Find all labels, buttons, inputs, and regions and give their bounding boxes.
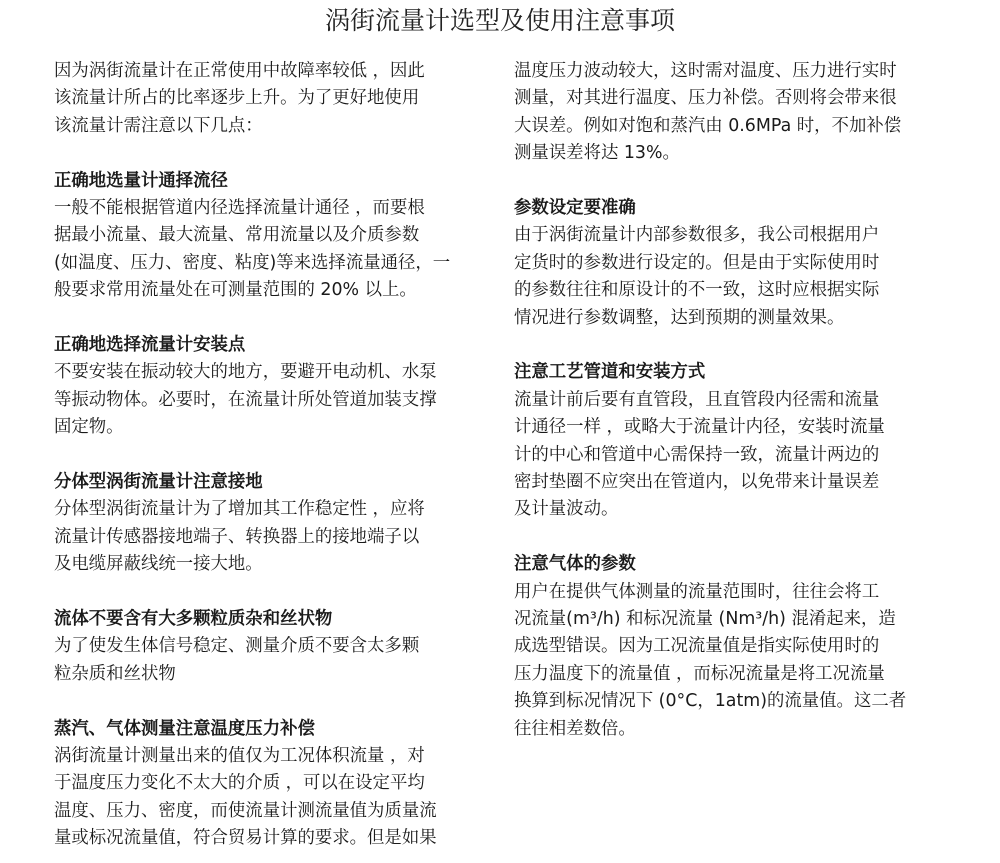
section-gap [54, 688, 484, 715]
section-gap [54, 442, 484, 469]
section [54, 332, 484, 442]
section [514, 359, 944, 523]
paragraph-line: 量或标况流量值，符合贸易计算的要求。但是如果 [54, 828, 437, 849]
paragraph-line: 于温度压力变化不太大的介质 ，可以在设定平均 [54, 773, 425, 794]
paragraph-line: 用户在提供气体测量的流量范围时，往往会将工 [514, 581, 880, 602]
paragraph-line: 情况进行参数调整，达到预期的测量效果。 [514, 307, 845, 328]
paragraph-line: 一般不能根据管道内径选择流量计通径 ，而要根 [54, 198, 425, 219]
page-title: 涡街流量计选型及使用注意事项 [324, 6, 675, 35]
paragraph-line: 测量误差将达 13%。 [514, 143, 680, 164]
paragraph-line: (如温度、压力、密度、粘度)等来选择流量通径，一 [54, 252, 451, 273]
paragraph-line: 往往相差数倍。 [514, 718, 636, 739]
section-heading: 注意气体的参数 [514, 554, 636, 575]
section-gap [54, 140, 484, 167]
paragraph-line: 由于涡街流量计内部参数很多，我公司根据用户 [514, 225, 880, 246]
paragraph-line: 为了使发生体信号稳定、测量介质不要含太多颗 [54, 636, 420, 657]
paragraph-line: 等振动物体。必要时，在流量计所处管道加装支撑 [54, 389, 437, 410]
paragraph-line: 据最小流量、最大流量、常用流量以及介质参数 [54, 225, 420, 246]
paragraph-line: 因为涡街流量计在正常使用中故障率较低 ，因此 [54, 61, 425, 81]
paragraph-line: 大误差。例如对饱和蒸汽由 0.6MPa 时，不加补偿 [514, 115, 902, 136]
section-heading: 注意工艺管道和安装方式 [514, 362, 706, 383]
section-heading: 参数设定要准确 [514, 198, 636, 219]
section-heading: 正确地选择流量计安装点 [54, 335, 246, 356]
paragraph-line: 般要求常用流量处在可测量范围的 20% 以上。 [54, 280, 417, 301]
section-gap [54, 579, 484, 606]
paragraph-line: 压力温度下的流量值 ，而标况流量是将工况流量 [514, 663, 885, 684]
paragraph-line: 换算到标况情况下 (0°C，1atm)的流量值。这二者 [514, 691, 907, 712]
section-gap [514, 524, 944, 551]
section-heading: 流体不要含有大多颗粒质杂和丝状物 [54, 609, 333, 630]
section-heading: 分体型涡街流量计注意接地 [54, 472, 263, 493]
paragraph-line: 计的中心和管道中心需保持一致，流量计两边的 [514, 444, 880, 465]
section [54, 58, 484, 140]
paragraph-line: 及计量波动。 [514, 499, 619, 520]
paragraph-line: 定货时的参数进行设定的。但是由于实际使用时 [514, 252, 880, 273]
section [514, 58, 944, 168]
paragraph-line: 分体型涡街流量计为了增加其工作稳定性 ，应将 [54, 499, 425, 520]
section [54, 716, 484, 853]
section-heading: 蒸汽、气体测量注意温度压力补偿 [54, 718, 315, 739]
paragraph-line: 及电缆屏蔽线统一接大地。 [54, 554, 263, 575]
section [54, 606, 484, 688]
paragraph-line: 计通径一样 ，或略大于流量计内径，安装时流量 [514, 417, 885, 438]
paragraph-line: 流量计前后要有直管段，且直管段内径需和流量 [514, 389, 880, 410]
paragraph-line: 况流量(m³/h) 和标况流量 (Nm³/h) 混淆起来，造 [514, 609, 896, 630]
paragraph-line: 温度压力波动较大，这时需对温度、压力进行实时 [514, 61, 897, 81]
paragraph-line: 粒杂质和丝状物 [54, 663, 176, 684]
paragraph-line: 测量，对其进行温度、压力补偿。否则将会带来很 [514, 88, 897, 109]
section [54, 469, 484, 579]
paragraph-line: 固定物。 [54, 417, 124, 438]
paragraph-line: 密封垫圈不应突出在管道内，以免带来计量误差 [514, 472, 880, 493]
section [514, 551, 944, 743]
paragraph-line: 温度、压力、密度，而使流量计测流量值为质量流 [54, 800, 437, 821]
paragraph-line: 的参数往往和原设计的不一致，这时应根据实际 [514, 280, 880, 301]
paragraph-line: 成选型错误。因为工况流量值是指实际使用时的 [514, 636, 880, 657]
paragraph-line: 流量计传感器接地端子、转换器上的接地端子以 [54, 526, 420, 547]
paragraph-line: 不要安装在振动较大的地方，要避开电动机、水泵 [54, 362, 437, 383]
section-gap [514, 168, 944, 195]
section-gap [54, 305, 484, 332]
right-column [514, 58, 944, 743]
paragraph-line: 该流量计需注意以下几点： [54, 115, 263, 136]
left-column [54, 58, 484, 853]
paragraph-line: 该流量计所占的比率逐步上升。为了更好地使用 [54, 88, 420, 109]
section [514, 195, 944, 332]
section-gap [514, 332, 944, 359]
section-heading: 正确地选量计通择流径 [54, 170, 228, 191]
section [54, 168, 484, 305]
paragraph-line: 涡街流量计测量出来的值仅为工况体积流量 ，对 [54, 746, 425, 767]
